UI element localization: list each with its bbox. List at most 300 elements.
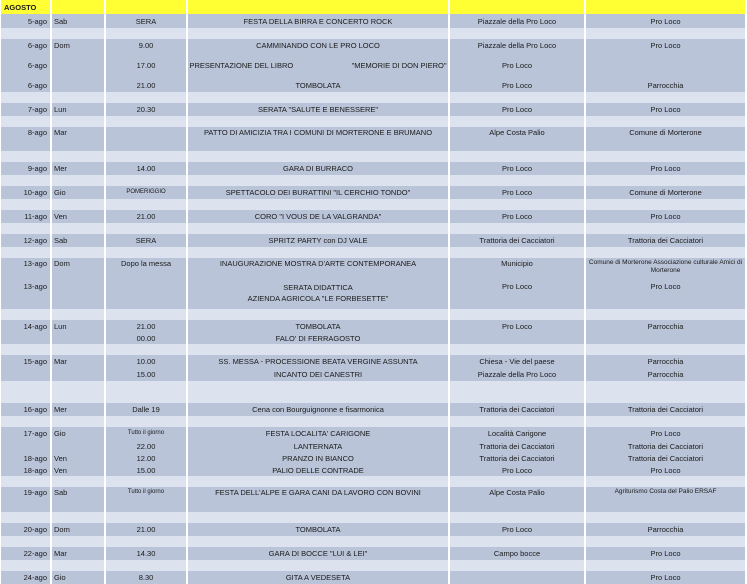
event-organizer: Pro Loco <box>586 547 745 560</box>
event-date <box>1 175 50 186</box>
event-location <box>450 223 584 234</box>
event-location: Pro Loco <box>450 103 584 116</box>
event-location <box>450 476 584 487</box>
event-row <box>1 368 745 381</box>
event-day: Dom <box>52 523 104 536</box>
event-time: 8.30 <box>106 571 186 584</box>
event-time <box>106 116 186 127</box>
event-date: 8-ago <box>1 127 50 151</box>
event-time: POMERIGGIO <box>106 186 186 199</box>
event-title: SS. MESSA - PROCESSIONE BEATA VERGINE ASSUNTA <box>188 355 448 368</box>
spacer-row <box>1 476 745 487</box>
event-title: FESTA DELLA BIRRA E CONCERTO ROCK <box>188 14 448 28</box>
event-title: GITA A VEDESETA <box>188 571 448 584</box>
event-location: Pro Loco <box>450 523 584 536</box>
event-day <box>52 281 104 309</box>
event-row <box>1 52 745 79</box>
event-row <box>1 487 745 512</box>
event-location: Piazzale della Pro Loco <box>450 368 584 381</box>
event-title: FALO' DI FERRAGOSTO <box>188 333 448 344</box>
event-day: Gio <box>52 186 104 199</box>
event-day <box>52 116 104 127</box>
event-time <box>106 476 186 487</box>
event-title <box>188 344 448 355</box>
event-time: 22.00 <box>106 440 186 452</box>
event-title <box>188 560 448 571</box>
event-time: 00.00 <box>106 333 186 344</box>
month-header-row <box>1 0 745 14</box>
event-organizer: Parrocchia <box>586 368 745 381</box>
event-organizer: Pro Loco <box>586 427 745 440</box>
event-time <box>106 416 186 427</box>
event-title <box>188 223 448 234</box>
event-date <box>1 512 50 523</box>
header-cell <box>188 0 448 14</box>
event-day: Gio <box>52 571 104 584</box>
event-organizer: Trattoria dei Cacciatori <box>586 234 745 247</box>
event-row <box>1 258 745 281</box>
event-time: 21.00 <box>106 210 186 223</box>
event-time <box>106 92 186 103</box>
event-time: 14.00 <box>106 162 186 175</box>
event-day <box>52 79 104 92</box>
event-time <box>106 247 186 258</box>
event-time: 14.30 <box>106 547 186 560</box>
event-organizer <box>586 560 745 571</box>
event-location: Campo bocce <box>450 547 584 560</box>
event-time: 15.00 <box>106 464 186 476</box>
event-organizer: Parrocchia <box>586 79 745 92</box>
spacer-row <box>1 92 745 103</box>
event-day: Mar <box>52 355 104 368</box>
event-organizer <box>586 116 745 127</box>
event-organizer: Pro Loco <box>586 162 745 175</box>
event-date <box>1 247 50 258</box>
event-row <box>1 186 745 199</box>
event-day: Ven <box>52 464 104 476</box>
event-location <box>450 175 584 186</box>
event-title: SPRITZ PARTY con DJ VALE <box>188 234 448 247</box>
event-title: TOMBOLATA <box>188 320 448 333</box>
event-day <box>52 344 104 355</box>
event-title <box>188 309 448 320</box>
event-title <box>188 199 448 210</box>
event-time <box>106 392 186 403</box>
event-organizer: Pro Loco <box>586 103 745 116</box>
event-title <box>188 416 448 427</box>
event-organizer <box>586 333 745 344</box>
event-date: 6-ago <box>1 79 50 92</box>
event-location <box>450 392 584 403</box>
header-cell <box>106 0 186 14</box>
event-organizer: Comune di Morterone <box>586 127 745 151</box>
spacer-row <box>1 28 745 39</box>
event-day: Dom <box>52 258 104 281</box>
event-date: 6-ago <box>1 39 50 52</box>
event-organizer <box>586 247 745 258</box>
event-time <box>106 309 186 320</box>
event-date <box>1 309 50 320</box>
event-row <box>1 355 745 368</box>
event-organizer <box>586 223 745 234</box>
event-date: 13-ago <box>1 281 50 309</box>
event-time: 10.00 <box>106 355 186 368</box>
event-time <box>106 28 186 39</box>
event-time <box>106 344 186 355</box>
event-day: Mar <box>52 547 104 560</box>
event-location <box>450 247 584 258</box>
event-location <box>450 560 584 571</box>
event-day: Sab <box>52 14 104 28</box>
event-day <box>52 440 104 452</box>
event-organizer: Pro Loco <box>586 464 745 476</box>
event-location <box>450 151 584 162</box>
event-date: 22-ago <box>1 547 50 560</box>
event-date: 12-ago <box>1 234 50 247</box>
event-day <box>52 416 104 427</box>
event-location: Trattoria dei Cacciatori <box>450 234 584 247</box>
event-time: Dopo la messa <box>106 258 186 281</box>
event-day: Ven <box>52 452 104 464</box>
event-location: Piazzale della Pro Loco <box>450 14 584 28</box>
event-day <box>52 223 104 234</box>
event-date <box>1 344 50 355</box>
header-cell <box>52 0 104 14</box>
event-location <box>450 92 584 103</box>
event-time: SERA <box>106 14 186 28</box>
event-location: Chiesa - Vie del paese <box>450 355 584 368</box>
event-day: Ven <box>52 210 104 223</box>
event-location: Pro Loco <box>450 162 584 175</box>
event-day <box>52 476 104 487</box>
event-time: 21.00 <box>106 79 186 92</box>
event-row <box>1 452 745 464</box>
event-organizer: Pro Loco <box>586 281 745 309</box>
event-time: 12.00 <box>106 452 186 464</box>
event-time: Tutto il giorno <box>106 487 186 512</box>
event-organizer: Trattoria dei Cacciatori <box>586 440 745 452</box>
event-location <box>450 416 584 427</box>
event-time: 20.30 <box>106 103 186 116</box>
event-date <box>1 199 50 210</box>
event-row <box>1 210 745 223</box>
event-day: Dom <box>52 39 104 52</box>
event-title <box>188 92 448 103</box>
spacer-row <box>1 392 745 403</box>
event-row <box>1 571 745 584</box>
event-date: 9-ago <box>1 162 50 175</box>
event-location <box>450 381 584 392</box>
event-organizer: Pro Loco <box>586 571 745 584</box>
event-date <box>1 392 50 403</box>
event-date: 18-ago <box>1 452 50 464</box>
event-date: 10-ago <box>1 186 50 199</box>
event-organizer: Trattoria dei Cacciatori <box>586 403 745 416</box>
event-organizer: Comune di Morterone Associazione culturale Amici di Morterone <box>586 258 745 281</box>
spacer-row <box>1 560 745 571</box>
event-organizer <box>586 28 745 39</box>
event-location: Pro Loco <box>450 464 584 476</box>
event-title <box>188 28 448 39</box>
event-day <box>52 28 104 39</box>
header-cell <box>450 0 584 14</box>
event-organizer: Parrocchia <box>586 320 745 333</box>
event-date: 5-ago <box>1 14 50 28</box>
event-title: PRESENTAZIONE DEL LIBRO "MEMORIE DI DON PIERO" <box>188 52 448 79</box>
event-day <box>52 199 104 210</box>
event-location: Pro Loco <box>450 79 584 92</box>
header-cell <box>586 0 745 14</box>
spacer-row <box>1 416 745 427</box>
event-title: Cena con Bourguignonne e fisarmonica <box>188 403 448 416</box>
spacer-row <box>1 116 745 127</box>
event-organizer: Agriturismo Costa del Palio ERSAF <box>586 487 745 512</box>
event-time <box>106 512 186 523</box>
event-organizer <box>586 536 745 547</box>
event-organizer <box>586 416 745 427</box>
event-date: 18-ago <box>1 464 50 476</box>
event-title: PATTO DI AMICIZIA TRA I COMUNI DI MORTERONE E BRUMANO <box>188 127 448 151</box>
event-time: Tutto il giorno <box>106 427 186 440</box>
event-date <box>1 368 50 381</box>
event-date <box>1 223 50 234</box>
event-day <box>52 536 104 547</box>
event-day <box>52 247 104 258</box>
event-organizer: Trattoria dei Cacciatori <box>586 452 745 464</box>
event-location: Località Carigone <box>450 427 584 440</box>
event-row <box>1 79 745 92</box>
event-day <box>52 512 104 523</box>
event-location: Trattoria dei Cacciatori <box>450 452 584 464</box>
event-title: SERATA "SALUTE E BENESSERE" <box>188 103 448 116</box>
spacer-row <box>1 223 745 234</box>
event-date <box>1 28 50 39</box>
event-organizer: Parrocchia <box>586 355 745 368</box>
event-location: Alpe Costa Palio <box>450 487 584 512</box>
event-date: 15-ago <box>1 355 50 368</box>
event-row <box>1 547 745 560</box>
event-location <box>450 116 584 127</box>
event-organizer <box>586 309 745 320</box>
event-title: TOMBOLATA <box>188 523 448 536</box>
event-row <box>1 281 745 309</box>
event-row <box>1 234 745 247</box>
event-location: Pro Loco <box>450 52 584 79</box>
event-time: 17.00 <box>106 52 186 79</box>
event-title: TOMBOLATA <box>188 79 448 92</box>
event-day <box>52 560 104 571</box>
event-title: SPETTACOLO DEI BURATTINI "IL CERCHIO TONDO" <box>188 186 448 199</box>
event-date <box>1 333 50 344</box>
event-location <box>450 571 584 584</box>
event-day <box>52 392 104 403</box>
event-day: Mer <box>52 162 104 175</box>
event-date <box>1 416 50 427</box>
event-organizer <box>586 381 745 392</box>
event-title <box>188 175 448 186</box>
event-organizer <box>586 92 745 103</box>
event-day: Mer <box>52 403 104 416</box>
event-organizer <box>586 52 745 79</box>
event-row <box>1 333 745 344</box>
spacer-row <box>1 512 745 523</box>
event-title: SERATA DIDATTICA AZIENDA AGRICOLA "LE FORBESETTE" <box>188 281 448 309</box>
month-title: AGOSTO <box>1 0 50 14</box>
event-title: FESTA DELL'ALPE E GARA CANI DA LAVORO CON BOVINI <box>188 487 448 512</box>
event-day: Sab <box>52 487 104 512</box>
event-organizer: Pro Loco <box>586 14 745 28</box>
event-day: Lun <box>52 103 104 116</box>
event-title: INCANTO DEI CANESTRI <box>188 368 448 381</box>
event-day: Gio <box>52 427 104 440</box>
event-organizer <box>586 175 745 186</box>
event-day: Mar <box>52 127 104 151</box>
event-row <box>1 320 745 333</box>
event-row <box>1 162 745 175</box>
event-time <box>106 281 186 309</box>
event-time: 21.00 <box>106 320 186 333</box>
event-location: Trattoria dei Cacciatori <box>450 440 584 452</box>
event-row <box>1 464 745 476</box>
event-organizer <box>586 476 745 487</box>
event-title: GARA DI BURRACO <box>188 162 448 175</box>
event-time <box>106 560 186 571</box>
event-row <box>1 39 745 52</box>
event-time <box>106 175 186 186</box>
event-row <box>1 403 745 416</box>
event-title: INAUGURAZIONE MOSTRA D'ARTE CONTEMPORANEA <box>188 258 448 281</box>
event-organizer <box>586 199 745 210</box>
event-location <box>450 344 584 355</box>
event-row <box>1 427 745 440</box>
event-organizer: Parrocchia <box>586 523 745 536</box>
event-time <box>106 381 186 392</box>
event-time <box>106 223 186 234</box>
event-date: 17-ago <box>1 427 50 440</box>
event-location <box>450 28 584 39</box>
event-date: 16-ago <box>1 403 50 416</box>
event-date: 24-ago <box>1 571 50 584</box>
spacer-row <box>1 344 745 355</box>
event-title <box>188 392 448 403</box>
event-day <box>52 151 104 162</box>
spacer-row <box>1 199 745 210</box>
event-organizer <box>586 344 745 355</box>
event-organizer <box>586 151 745 162</box>
event-time: 21.00 <box>106 523 186 536</box>
spacer-row <box>1 151 745 162</box>
event-date <box>1 560 50 571</box>
event-date: 11-ago <box>1 210 50 223</box>
event-day: Sab <box>52 234 104 247</box>
event-location: Trattoria dei Cacciatori <box>450 403 584 416</box>
event-organizer <box>586 392 745 403</box>
event-date <box>1 476 50 487</box>
event-day <box>52 92 104 103</box>
event-title <box>188 151 448 162</box>
spacer-row <box>1 536 745 547</box>
spacer-row <box>1 247 745 258</box>
event-location: Municipio <box>450 258 584 281</box>
event-date <box>1 151 50 162</box>
event-location: Pro Loco <box>450 210 584 223</box>
event-title: PALIO DELLE CONTRADE <box>188 464 448 476</box>
spacer-row <box>1 381 745 392</box>
event-date: 6-ago <box>1 52 50 79</box>
event-location <box>450 309 584 320</box>
event-day <box>52 309 104 320</box>
event-date: 20-ago <box>1 523 50 536</box>
event-title <box>188 536 448 547</box>
event-location: Alpe Costa Palio <box>450 127 584 151</box>
event-day <box>52 368 104 381</box>
event-row <box>1 14 745 28</box>
events-table-body <box>1 0 745 584</box>
event-location: Pro Loco <box>450 186 584 199</box>
event-time <box>106 151 186 162</box>
event-location: Piazzale della Pro Loco <box>450 39 584 52</box>
event-day <box>52 381 104 392</box>
event-date: 7-ago <box>1 103 50 116</box>
spacer-row <box>1 175 745 186</box>
event-date <box>1 116 50 127</box>
event-date: 13-ago <box>1 258 50 281</box>
event-location <box>450 199 584 210</box>
event-row <box>1 103 745 116</box>
event-row <box>1 523 745 536</box>
event-time <box>106 199 186 210</box>
event-location <box>450 512 584 523</box>
event-time: 9.00 <box>106 39 186 52</box>
spacer-row <box>1 309 745 320</box>
event-location <box>450 536 584 547</box>
event-time <box>106 127 186 151</box>
event-date: 14-ago <box>1 320 50 333</box>
event-date <box>1 92 50 103</box>
event-title <box>188 476 448 487</box>
event-title <box>188 116 448 127</box>
event-organizer: Comune di Morterone <box>586 186 745 199</box>
event-location: Pro Loco <box>450 281 584 309</box>
event-title <box>188 381 448 392</box>
event-title <box>188 247 448 258</box>
event-row <box>1 440 745 452</box>
event-title: LANTERNATA <box>188 440 448 452</box>
event-title: GARA DI BOCCE "LUI & LEI" <box>188 547 448 560</box>
event-date <box>1 381 50 392</box>
event-date <box>1 440 50 452</box>
event-title <box>188 512 448 523</box>
event-time: 15.00 <box>106 368 186 381</box>
event-title: CORO "I VOUS DE LA VALGRANDA" <box>188 210 448 223</box>
event-organizer: Pro Loco <box>586 39 745 52</box>
event-location: Pro Loco <box>450 320 584 333</box>
event-title: PRANZO IN BIANCO <box>188 452 448 464</box>
event-date <box>1 536 50 547</box>
event-row <box>1 127 745 151</box>
event-title: FESTA LOCALITA' CARIGONE <box>188 427 448 440</box>
event-day: Lun <box>52 320 104 333</box>
event-day <box>52 333 104 344</box>
event-time: Dalle 19 <box>106 403 186 416</box>
event-time: SERA <box>106 234 186 247</box>
event-organizer: Pro Loco <box>586 210 745 223</box>
event-organizer <box>586 512 745 523</box>
event-day <box>52 52 104 79</box>
event-day <box>52 175 104 186</box>
event-title: CAMMINANDO CON LE PRO LOCO <box>188 39 448 52</box>
event-location <box>450 333 584 344</box>
